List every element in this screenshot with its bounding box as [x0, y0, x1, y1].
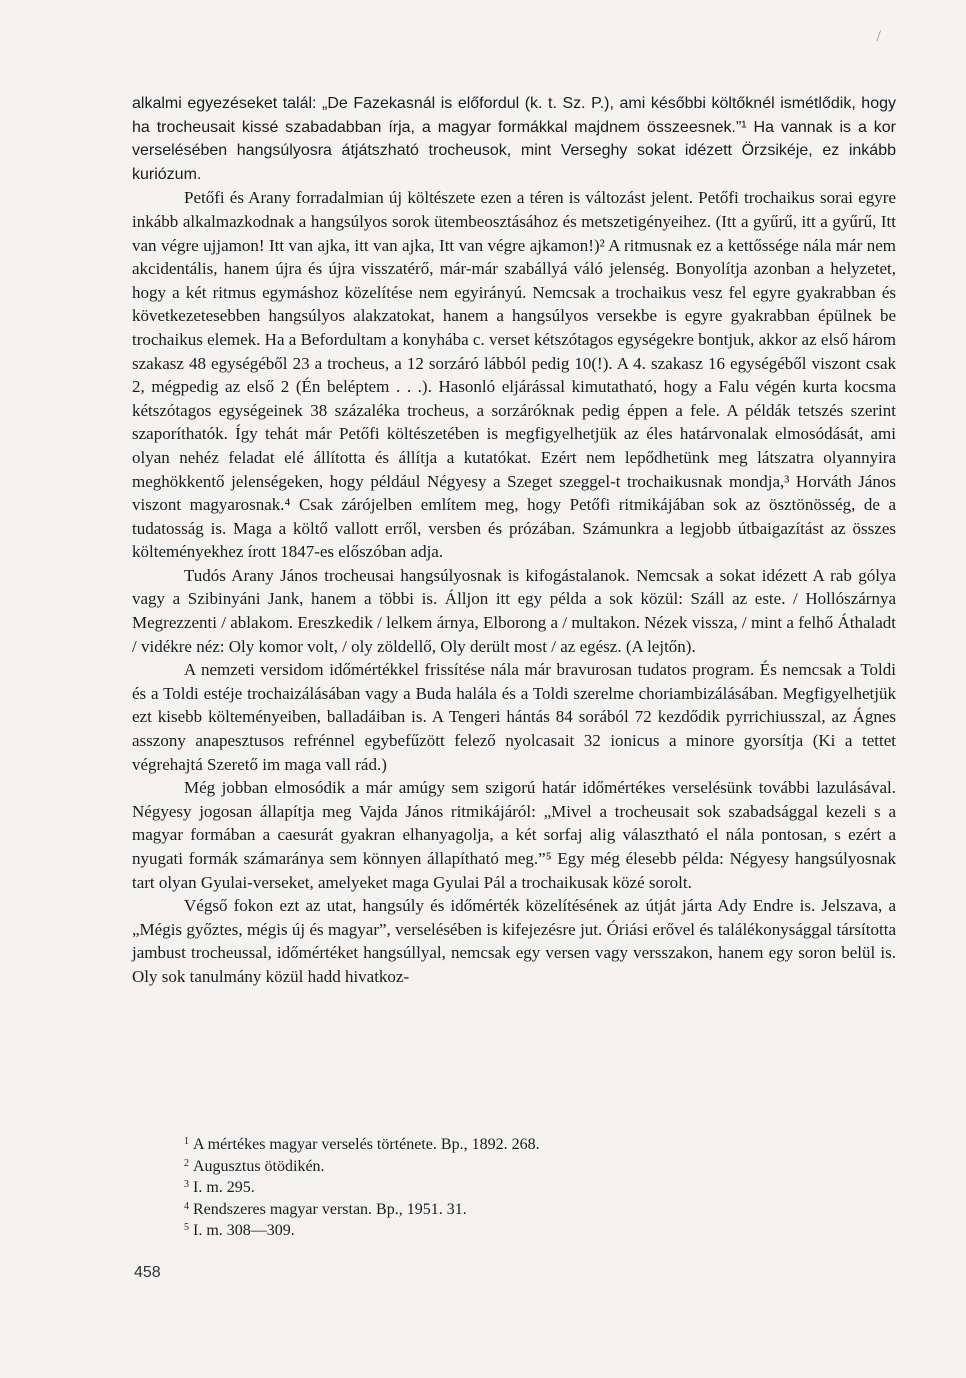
footnote-text: I. m. 295.: [193, 1179, 255, 1196]
footnote-number: 5: [184, 1222, 189, 1233]
footnote-number: 4: [184, 1200, 189, 1212]
paragraph: Végső fokon ezt az utat, hangsúly és időmérték közelítésének az útját járta Ady Endre is. Jelszava, a „Mégis győztes, mégis új és magyar”, verselésében is kifejezésre jut. Óriási erővel és találékonysággal társította jambust trocheussal, időmértéket hangsúllyal, nemcsak egy versen vagy versszakon, hanem egy soron belül is. Oly sok tanulmány közül hadd hivatkoz-: [132, 896, 896, 986]
footnote-text: Augusztus ötödikén.: [193, 1157, 325, 1175]
footnote: [184, 1176, 824, 1198]
paragraph: Még jobban elmosódik a már amúgy sem szigorú határ időmértékes verselésünk további lazulásával. Négyesy jogosan állapítja meg Vajda János ritmikájáról: „Mivel a trocheusait sok szabadsággal kezeli s a magyar formában a caesurát gyakran elhanyagolja, a két sorfaj alig választható el nála pontosan, s ezért a nyugati formák számaránya sem könnyen állapítható meg.”⁵ Egy még élesebb példa: Négyesy hangsúlyosnak tart olyan Gyulai-verseket, amelyeket maga Gyulai Pál a trochaikusak közé sorolt.: [132, 778, 896, 892]
body-text: [132, 92, 896, 989]
page-number: 458: [134, 1264, 161, 1281]
footnote-number: 1: [184, 1136, 189, 1147]
footnote: [184, 1219, 824, 1241]
footnote-text: Rendszeres magyar verstan. Bp., 1951. 31.: [193, 1200, 467, 1218]
footnotes: [184, 1133, 824, 1241]
footnote-number: 2: [184, 1157, 189, 1169]
paragraph: Petőfi és Arany forradalmian új költészete ezen a téren is változást jelent. Petőfi trochaikus sorai egyre inkább alkalmazkodnak a hangsúlyos sorok ütembeosztásához és metszetigényeihez. (Itt a gyűrű, itt a gyűrű, Itt van végre ujjamon! Itt van ajka, itt van ajka, Itt van végre ajkamon!)² A ritmusnak ez a kettőssége nála már nem akcidentális, hanem újra és újra visszatérő, már-már szabállyá váló jelenség. Bonyolítja azonban a helyzetet, hogy a két ritmus egymáshoz közelítése nem egyirányú. Nemcsak a trochaikus vesz fel egyre gyakrabban és következetesebben hangsúlyos alakzatokat, hanem a hangsúlyos versekbe is egyre gyakrabban épülnek be trochaikus elemek. Ha a Befordultam a konyhába c. verset kétszótagos egységekre bontjuk, akkor az első három szakasz 48 egységéből 23 a trocheus, a 12 sorzáró lábból pedig 10(!). A 4. szakasz 16 egységéből viszont csak 2, mégpedig az első 2 (Én beléptem . . .). Hasonló eljárással kimutatható, hogy a Falu végén kurta kocsma kétszótagos egységeinek 38 százaléka trocheus, a sorzáróknak pedig éppen a fele. A példák tetszés szerint szaporíthatók. Így tehát már Petőfi költészetében is megfigyelhetjük az éles határvonalak elmosódását, ami olyan nehéz feladat elé állította és állítja a kutatókat. Ezért nem lepődhetünk meg látszatra olyannyira meghökkentő jelenségeken, hogy például Négyesy a Szeget szeggel-t trochaikusnak mondja,³ Horváth János viszont magyarosnak.⁴ Csak zárójelben említem meg, hogy Petőfi ritmikájában sok az ösztönösség, de a tudatosság is. Maga a költő vallott erről, versben és prózában. Számunkra a legjobb útbaigazítást az összes költeményekhez írott 1847-es előszóban adja.: [132, 188, 896, 562]
paragraph: alkalmi egyezéseket talál: „De Fazekasnál is előfordul (k. t. Sz. P.), ami későbbi költőknél ismétlődik, hogy ha trocheusait kissé szabadabban írja, a magyar formákkal majdnem összeesnek.”¹ Ha vannak is a kor verselésében hangsúlyosra átjátszható trocheusok, mint Verseghy sokat idézett Örzsikéje, ez inkább kuriózum.: [132, 95, 896, 183]
paragraph: A nemzeti versidom időmértékkel frissítése nála már bravurosan tudatos program. És nemcsak a Toldi és a Toldi estéje trochaizálásában vagy a Buda halála és a Toldi szerelme choriambizálásában. Megfigyelhetjük ezt kisebb költeményeiben, balladáiban is. A Tengeri hántás 84 sorából 72 kezdődik pyrrichiusszal, az Ágnes asszony anapesztusos refrénnel egybefűzött felező nyolcasait 32 ionicus a minore gyorsítja (Ki a tettet végrehajtá Szerető im maga vall rád.): [132, 660, 896, 774]
footnote-number: 3: [184, 1179, 189, 1190]
footnote-text: A mértékes magyar verselés története. Bp., 1892. 268.: [193, 1136, 540, 1153]
paragraph: Tudós Arany János trocheusai hangsúlyosnak is kifogástalanok. Nemcsak a sokat idézett A rab gólya vagy a Szibinyáni Jank, hanem a többi is. Álljon itt egy példa a sok közül: Száll az este. / Hollószárnya Megrezzenti / ablakom. Ereszkedik / lelkem árnya, Elborong a / multakon. Nézek vissza, / mint a felhő Áthaladt / vidékre néz: Oly komor volt, / oly zöldellő, Oly derült most / az egész. (A lejtőn).: [132, 565, 896, 656]
footnote: [184, 1155, 824, 1177]
footnote: [184, 1198, 824, 1220]
footnote: [184, 1133, 824, 1155]
scan-mark: /: [876, 28, 881, 45]
footnote-text: I. m. 308—309.: [193, 1222, 295, 1239]
